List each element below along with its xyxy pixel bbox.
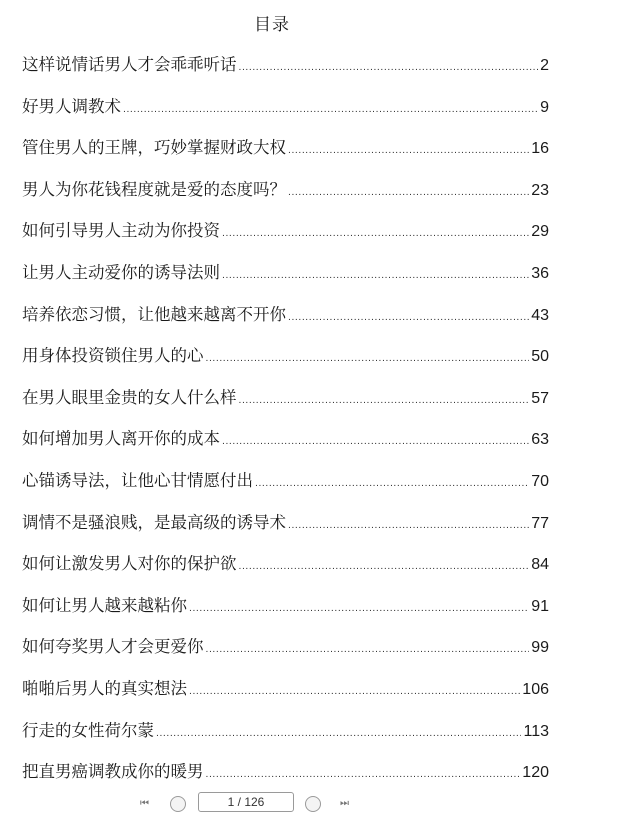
toc-entry-page: 106 xyxy=(522,680,549,698)
page-number-input[interactable]: 1 / 126 xyxy=(198,792,294,812)
toc-entry-label: 如何引导男人主动为你投资 xyxy=(22,221,220,241)
toc-entry-label: 好男人调教术 xyxy=(22,96,121,116)
dot-leader xyxy=(206,341,530,377)
dot-leader xyxy=(156,716,521,752)
toc-entry[interactable] xyxy=(22,629,549,671)
dot-leader xyxy=(222,258,529,294)
toc-entry-page: 16 xyxy=(531,140,549,158)
toc-entry[interactable] xyxy=(22,505,549,547)
toc-entry-label: 啪啪后男人的真实想法 xyxy=(22,678,187,698)
toc-entry[interactable] xyxy=(22,89,549,131)
dot-leader xyxy=(288,175,529,211)
toc-entry[interactable] xyxy=(22,546,549,588)
toc-entry-page: 63 xyxy=(531,431,549,449)
toc-entry-page: 91 xyxy=(531,597,549,615)
toc-entry-label: 管住男人的王牌，巧妙掌握财政大权 xyxy=(22,138,286,158)
dot-leader xyxy=(222,216,529,252)
toc-entry-page: 29 xyxy=(531,223,549,241)
first-page-icon[interactable]: ⏮ xyxy=(140,798,149,809)
toc-entry[interactable] xyxy=(22,130,549,172)
toc-entry-page: 84 xyxy=(531,556,549,574)
dot-leader xyxy=(222,424,529,460)
dot-leader xyxy=(239,383,530,419)
toc-entry[interactable] xyxy=(22,713,549,755)
toc-title: 目录 xyxy=(254,15,290,35)
dot-leader xyxy=(288,133,529,169)
toc-entry-label: 男人为你花钱程度就是爱的态度吗？ xyxy=(22,179,286,199)
previous-page-button[interactable] xyxy=(170,796,186,812)
toc-entry-label: 培养依恋习惯，让他越来越离不开你 xyxy=(22,304,286,324)
dot-leader xyxy=(255,466,529,502)
toc-entry-page: 50 xyxy=(531,348,549,366)
last-page-icon[interactable]: ⏭ xyxy=(340,798,349,809)
viewer-toolbar xyxy=(0,790,628,816)
toc-entry[interactable] xyxy=(22,380,549,422)
toc-entry-label: 让男人主动爱你的诱导法则 xyxy=(22,262,220,282)
dot-leader xyxy=(239,549,530,585)
toc-entry-page: 113 xyxy=(523,722,549,740)
toc-entry[interactable] xyxy=(22,213,549,255)
toc-entry[interactable] xyxy=(22,463,549,505)
toc-entry-page: 36 xyxy=(531,264,549,282)
dot-leader xyxy=(239,50,539,86)
toc-entry-page: 9 xyxy=(540,98,549,116)
toc-entry-page: 77 xyxy=(531,514,549,532)
toc-entry-page: 70 xyxy=(531,472,549,490)
toc-entry-page: 2 xyxy=(540,57,549,74)
toc-entry-label: 如何让男人越来越粘你 xyxy=(22,595,187,615)
toc-entry[interactable] xyxy=(22,172,549,214)
toc-entry-label: 如何让激发男人对你的保护欲 xyxy=(22,554,237,574)
toc-entry-label: 行走的女性荷尔蒙 xyxy=(22,720,154,740)
toc-entry-page: 120 xyxy=(522,764,549,782)
toc-entry-label: 心锚诱导法，让他心甘情愿付出 xyxy=(22,470,253,490)
toc-entry-label: 如何夸奖男人才会更爱你 xyxy=(22,637,204,657)
toc-entry-page: 99 xyxy=(531,639,549,657)
dot-leader xyxy=(189,674,520,710)
toc-entry-page: 57 xyxy=(531,389,549,407)
toc-entry-page: 23 xyxy=(531,181,549,199)
dot-leader xyxy=(206,632,530,668)
toc-entry[interactable] xyxy=(22,338,549,380)
toc-entry-label: 用身体投资锁住男人的心 xyxy=(22,346,204,366)
toc-entry[interactable] xyxy=(22,47,549,89)
dot-leader xyxy=(189,591,529,627)
dot-leader xyxy=(288,300,529,336)
toc-entry-label: 这样说情话男人才会乖乖听话 xyxy=(22,55,237,74)
toc-entry-label: 如何增加男人离开你的成本 xyxy=(22,429,220,449)
toc-entry[interactable] xyxy=(22,421,549,463)
toc-entry[interactable] xyxy=(22,671,549,713)
next-page-button[interactable] xyxy=(305,796,321,812)
toc-list xyxy=(22,47,549,796)
toc-entry-page: 43 xyxy=(531,306,549,324)
toc-entry-label: 调情不是骚浪贱，是最高级的诱导术 xyxy=(22,512,286,532)
toc-entry[interactable] xyxy=(22,255,549,297)
toc-entry-label: 把直男癌调教成你的暖男 xyxy=(22,762,204,782)
dot-leader xyxy=(288,508,529,544)
toc-entry[interactable] xyxy=(22,297,549,339)
dot-leader xyxy=(206,757,521,793)
toc-entry-label: 在男人眼里金贵的女人什么样 xyxy=(22,387,237,407)
toc-entry[interactable] xyxy=(22,588,549,630)
dot-leader xyxy=(123,92,538,128)
